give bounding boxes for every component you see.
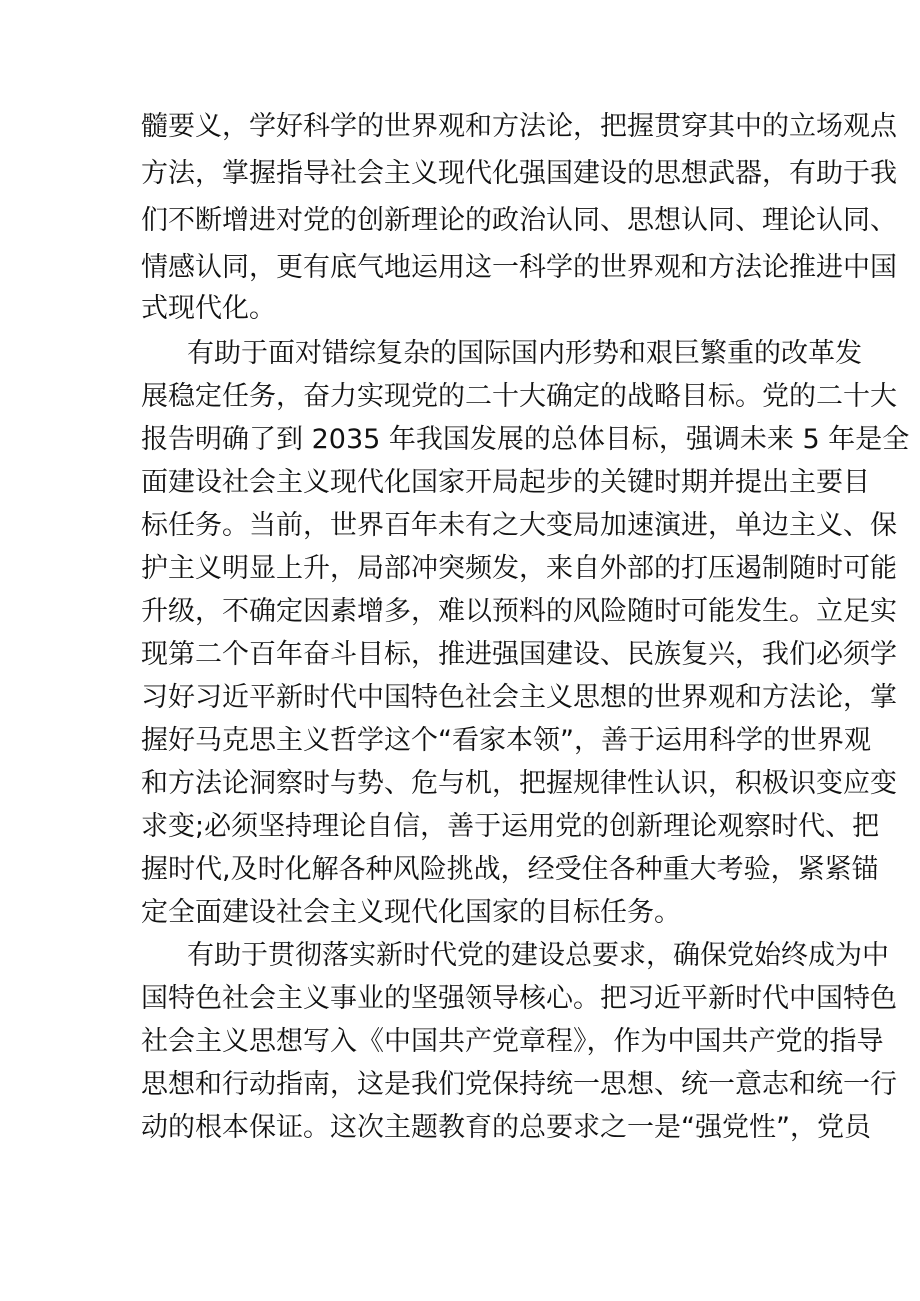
text-line: 国特色社会主义事业的坚强领导核心。把习近平新时代中国特色 bbox=[141, 983, 897, 1014]
text-line: 定全面建设社会主义现代化国家的目标任务。 bbox=[141, 897, 681, 928]
text-line: 求变;必须坚持理论自信，善于运用党的创新理论观察时代、把 bbox=[141, 811, 880, 842]
text-line: 社会主义思想写入《中国共产党章程》，作为中国共产党的指导 bbox=[141, 1026, 884, 1057]
text-line: 思想和行动指南，这是我们党保持统一思想、统一意志和统一行 bbox=[141, 1069, 897, 1100]
text-line: 握时代,及时化解各种风险挑战，经受住各种重大考验，紧紧锚 bbox=[141, 854, 879, 885]
text-line: 式现代化。 bbox=[141, 293, 276, 324]
text-line: 习好习近平新时代中国特色社会主义思想的世界观和方法论，掌 bbox=[141, 682, 897, 713]
text-line: 报告明确了到 2035 年我国发展的总体目标，强调未来 5 年是全 bbox=[141, 424, 910, 455]
text-line: 髓要义，学好科学的世界观和方法论，把握贯穿其中的立场观点 bbox=[141, 111, 897, 142]
text-line: 展稳定任务，奋力实现党的二十大确定的战略目标。党的二十大 bbox=[141, 381, 897, 412]
text-line: 现第二个百年奋斗目标，推进强国建设、民族复兴，我们必须学 bbox=[141, 639, 897, 670]
text-line: 和方法论洞察时与势、危与机，把握规律性认识，积极识变应变 bbox=[141, 768, 897, 799]
text-line: 有助于面对错综复杂的国际国内形势和艰巨繁重的改革发 bbox=[187, 338, 862, 369]
text-line: 面建设社会主义现代化国家开局起步的关键时期并提出主要目 bbox=[141, 467, 870, 498]
text-line: 有助于贯彻落实新时代党的建设总要求，确保党始终成为中 bbox=[187, 940, 889, 971]
text-line: 们不断增进对党的创新理论的政治认同、思想认同、理论认同、 bbox=[141, 205, 897, 236]
text-line: 升级，不确定因素增多，难以预料的风险随时可能发生。立足实 bbox=[141, 596, 897, 627]
text-line: 护主义明显上升，局部冲突频发，来自外部的打压遏制随时可能 bbox=[141, 553, 897, 584]
text-line: 情感认同，更有底气地运用这一科学的世界观和方法论推进中国 bbox=[141, 252, 897, 283]
text-line: 标任务。当前，世界百年未有之大变局加速演进，单边主义、保 bbox=[141, 510, 897, 541]
text-line: 方法，掌握指导社会主义现代化强国建设的思想武器，有助于我 bbox=[141, 158, 897, 189]
text-line: 动的根本保证。这次主题教育的总要求之一是“强党性”，党员 bbox=[141, 1112, 871, 1143]
text-line: 握好马克思主义哲学这个“看家本领”，善于运用科学的世界观 bbox=[141, 725, 871, 756]
